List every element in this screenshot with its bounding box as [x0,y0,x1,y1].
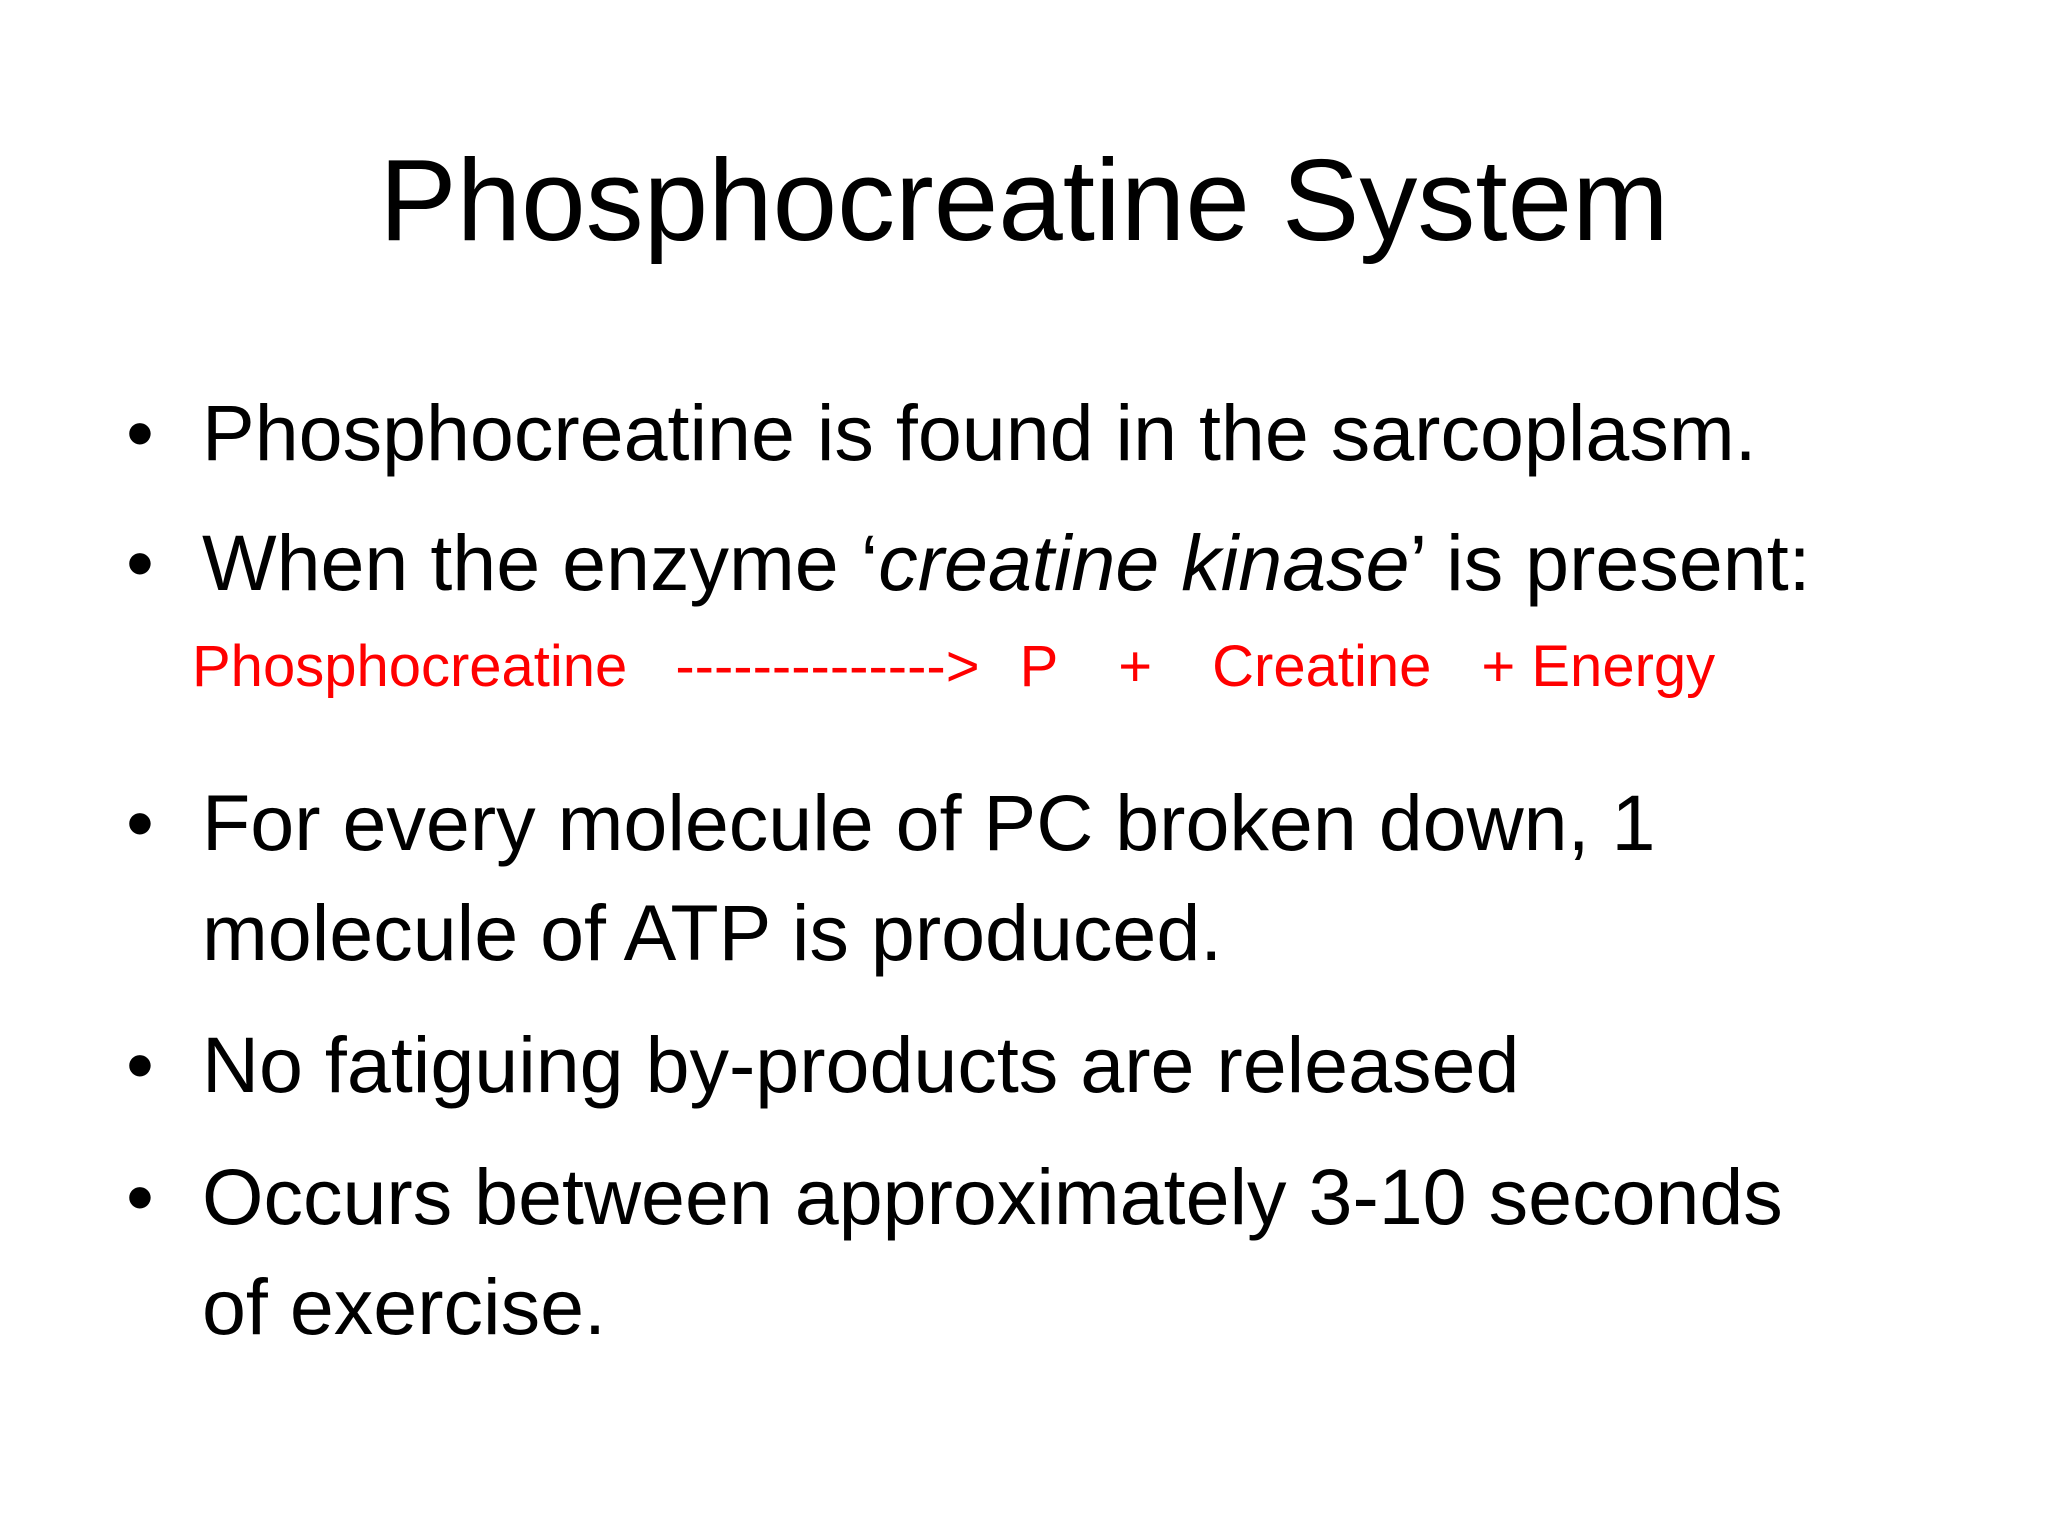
bullet-text-line1: For every molecule of PC broken down, 1 [202,778,1656,867]
bullet-text-prefix: When the enzyme ‘ [202,518,879,607]
bullet-text-suffix: ’ is present: [1409,518,1811,607]
bullet-dot: • [126,1020,154,1109]
equation-product-creatine: Creatine [1212,634,1432,699]
equation-product-phosphate: P [1019,634,1059,699]
bullet-text: No fatiguing by-products are released [202,1020,1520,1109]
bullet-item [120,1142,1960,1362]
bullet-text-line2: molecule of ATP is produced. [202,888,1223,977]
bullet-item [120,768,1960,988]
bullet-dot: • [126,518,154,607]
bullet-dot: • [126,1152,154,1241]
equation-arrow: --------------> [675,634,980,699]
equation-product-energy: + Energy [1481,634,1716,699]
bullet-item [120,378,1960,488]
equation-reactant: Phosphocreatine [192,634,628,699]
equation-plus: + [1118,634,1153,699]
bullet-dot: • [126,778,154,867]
bullet-list [120,378,1960,1362]
enzyme-name: creatine kinase [878,518,1410,607]
bullet-dot: • [126,388,154,477]
slide-title: Phosphocreatine System [379,135,1669,265]
bullet-item [120,1010,1960,1120]
bullet-text-line2: of exercise. [202,1262,606,1351]
bullet-text: Phosphocreatine is found in the sarcoplasm. [202,388,1757,477]
reaction-equation [120,626,1960,708]
bullet-text-line1: Occurs between approximately 3-10 seconds [202,1152,1783,1241]
bullet-item [120,508,1960,618]
